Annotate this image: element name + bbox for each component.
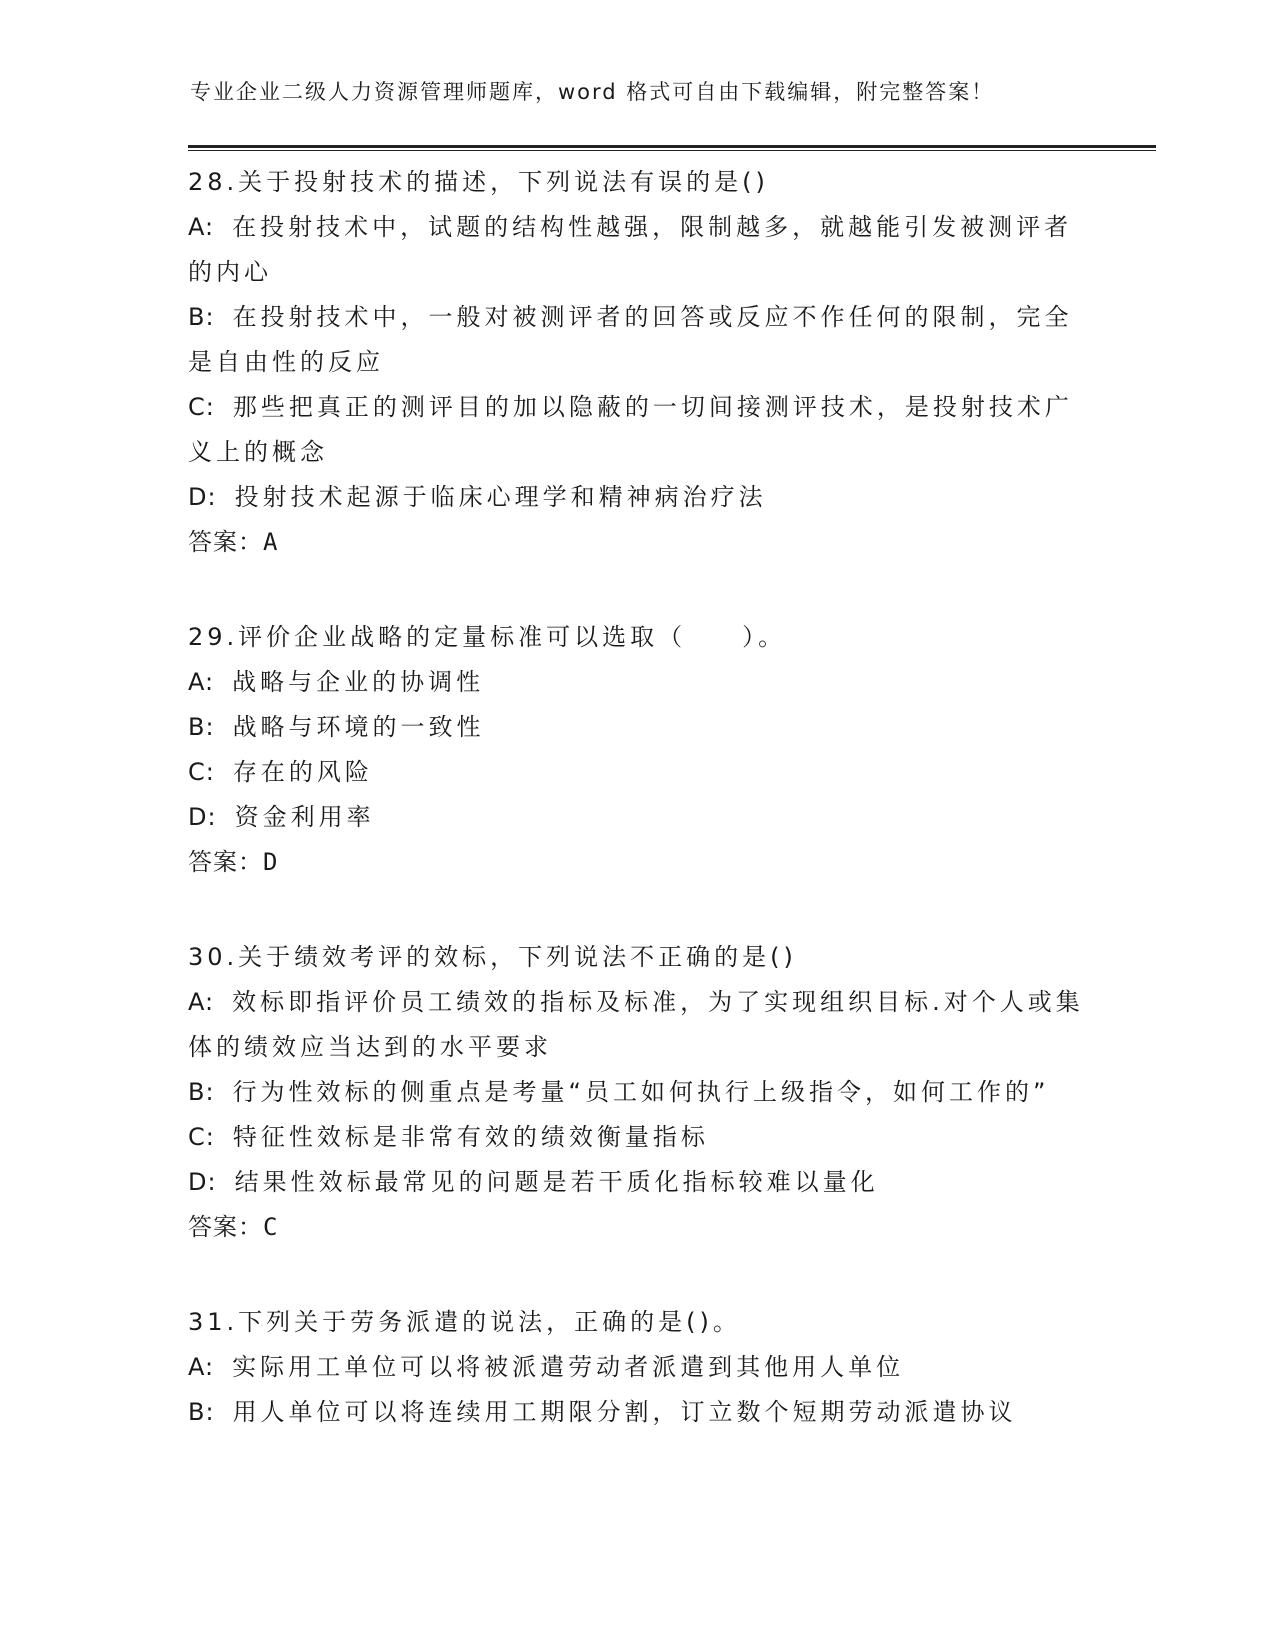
question-31 <box>188 1300 1088 1435</box>
question-stem: 30.关于绩效考评的效标，下列说法不正确的是() <box>188 943 797 971</box>
option-c <box>188 385 1088 475</box>
option-b <box>188 295 1088 385</box>
page-header: 专业企业二级人力资源管理师题库，word 格式可自由下载编辑，附完整答案！ <box>190 80 995 104</box>
option-label: B: <box>188 1398 215 1426</box>
answer-value: A <box>263 528 279 556</box>
option-text: 实际用工单位可以将被派遣劳动者派遣到其他用人单位 <box>232 1353 905 1381</box>
option-label: C: <box>188 758 215 786</box>
option-a <box>188 205 1088 295</box>
option-label: B: <box>188 303 215 331</box>
option-text: 行为性效标的侧重点是考量“员工如何执行上级指令，如何工作的” <box>232 1078 1050 1106</box>
question-list <box>188 160 1088 1485</box>
answer-line <box>188 840 1088 885</box>
option-label: D: <box>188 803 217 831</box>
option-text: 存在的风险 <box>232 758 373 786</box>
option-label: A: <box>188 668 215 696</box>
option-b <box>188 705 1088 750</box>
answer-label: 答案： <box>188 848 263 876</box>
option-b <box>188 1390 1088 1435</box>
option-text: 在投射技术中，一般对被测评者的回答或反应不作任何的限制，完全是自由性的反应 <box>188 303 1073 376</box>
question-29 <box>188 615 1088 885</box>
option-label: A: <box>188 213 215 241</box>
option-d <box>188 1160 1088 1205</box>
answer-line <box>188 1205 1088 1250</box>
option-label: A: <box>188 988 215 1016</box>
answer-label: 答案： <box>188 1213 263 1241</box>
header-rule <box>188 145 1156 151</box>
question-stem: 28.关于投射技术的描述，下列说法有误的是() <box>188 168 769 196</box>
option-text: 特征性效标是非常有效的绩效衡量指标 <box>232 1123 709 1151</box>
option-text: 资金利用率 <box>234 803 375 831</box>
option-text: 用人单位可以将连续用工期限分割，订立数个短期劳动派遣协议 <box>232 1398 1017 1426</box>
option-c <box>188 1115 1088 1160</box>
option-text: 战略与企业的协调性 <box>232 668 485 696</box>
option-a <box>188 660 1088 705</box>
answer-value: D <box>263 848 279 876</box>
question-28 <box>188 160 1088 565</box>
option-label: C: <box>188 393 215 421</box>
option-d <box>188 475 1088 520</box>
answer-label: 答案： <box>188 528 263 556</box>
option-label: A: <box>188 1353 215 1381</box>
option-label: B: <box>188 713 215 741</box>
option-text: 那些把真正的测评目的加以隐蔽的一切间接测评技术，是投射技术广义上的概念 <box>188 393 1073 466</box>
question-stem: 29.评价企业战略的定量标准可以选取（ ）。 <box>188 623 787 651</box>
option-label: D: <box>188 1168 217 1196</box>
answer-value: C <box>263 1213 279 1241</box>
option-text: 投射技术起源于临床心理学和精神病治疗法 <box>234 483 767 511</box>
option-text: 结果性效标最常见的问题是若干质化指标较难以量化 <box>234 1168 879 1196</box>
option-d <box>188 795 1088 840</box>
question-stem: 31.下列关于劳务派遣的说法，正确的是()。 <box>188 1308 741 1336</box>
option-label: C: <box>188 1123 215 1151</box>
option-c <box>188 750 1088 795</box>
option-a <box>188 980 1088 1070</box>
option-label: B: <box>188 1078 215 1106</box>
option-text: 在投射技术中，试题的结构性越强，限制越多，就越能引发被测评者的内心 <box>188 213 1073 286</box>
option-b <box>188 1070 1088 1115</box>
question-30 <box>188 935 1088 1250</box>
option-text: 战略与环境的一致性 <box>232 713 485 741</box>
option-text: 效标即指评价员工绩效的指标及标准，为了实现组织目标.对个人或集体的绩效应当达到的水平要求 <box>188 988 1084 1061</box>
answer-line <box>188 520 1088 565</box>
option-label: D: <box>188 483 217 511</box>
option-a <box>188 1345 1088 1390</box>
